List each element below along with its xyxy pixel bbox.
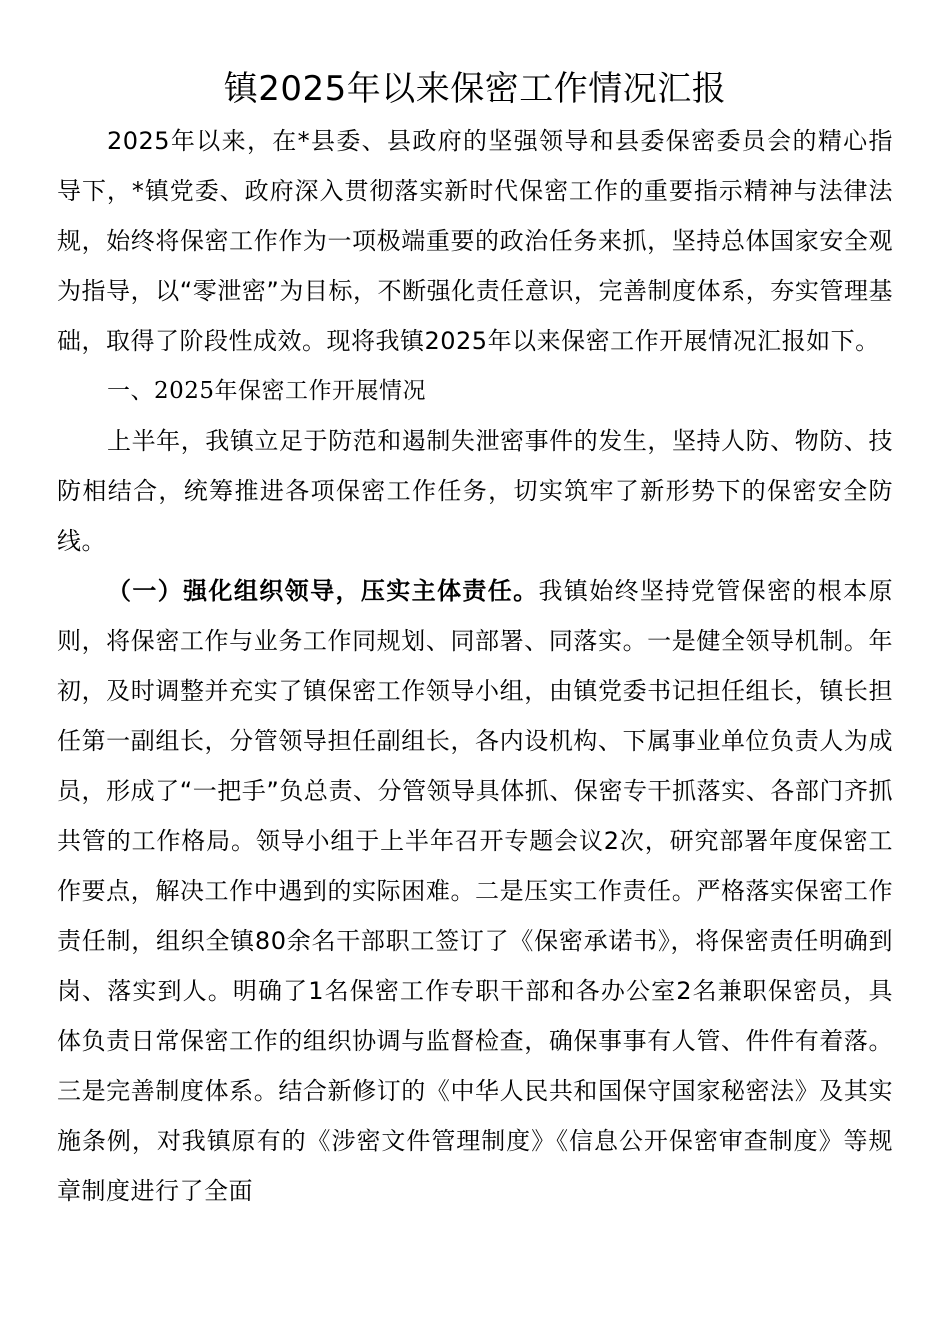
subsection-body: 我镇始终坚持党管保密的根本原则，将保密工作与业务工作同规划、同部署、同落实。一是健全领导机制。年初，及时调整并充实了镇保密工作领导小组，由镇党委书记担任组长，镇长担任第一副组长，分管领导担任副组长，各内设机构、下属事业单位负责人为成员，形成了“一把手”负总责、分管领导具体抓、保密专干抓落实、各部门齐抓共管的工作格局。领导小组于上半年召开专题会议2次，研究部署年度保密工作要点，解决工作中遇到的实际困难。二是压实工作责任。严格落实保密工作责任制，组织全镇80余名干部职工签订了《保密承诺书》，将保密责任明确到岗、落实到人。明确了1名保密工作专职干部和各办公室2名兼职保密员，具体负责日常保密工作的组织协调与监督检查，确保事事有人管、件件有着落。三是完善制度体系。结合新修订的《中华人民共和国保守国家秘密法》及其实施条例，对我镇原有的《涉密文件管理制度》《信息公开保密审查制度》等规章制度进行了全面 [57,577,893,1205]
intro-paragraph: 2025年以来，在*县委、县政府的坚强领导和县委保密委员会的精心指导下，*镇党委、政府深入贯彻落实新时代保密工作的重要指示精神与法律法规，始终将保密工作作为一项极端重要的政治任务来抓，坚持总体国家安全观为指导，以“零泄密”为目标，不断强化责任意识，完善制度体系，夯实管理基础，取得了阶段性成效。现将我镇2025年以来保密工作开展情况汇报如下。 [57,127,893,355]
document-title: 镇2025年以来保密工作情况汇报 [223,69,727,109]
subsection-paragraph [57,566,893,1216]
document-body [57,116,893,1216]
section-heading: 一、2025年保密工作开展情况 [107,378,427,404]
subsection-heading: （一）强化组织领导，压实主体责任。 [107,577,539,605]
section-intro-paragraph: 上半年，我镇立足于防范和遏制失泄密事件的发生，坚持人防、物防、技防相结合，统筹推进各项保密工作任务，切实筑牢了新形势下的保密安全防线。 [57,427,893,555]
